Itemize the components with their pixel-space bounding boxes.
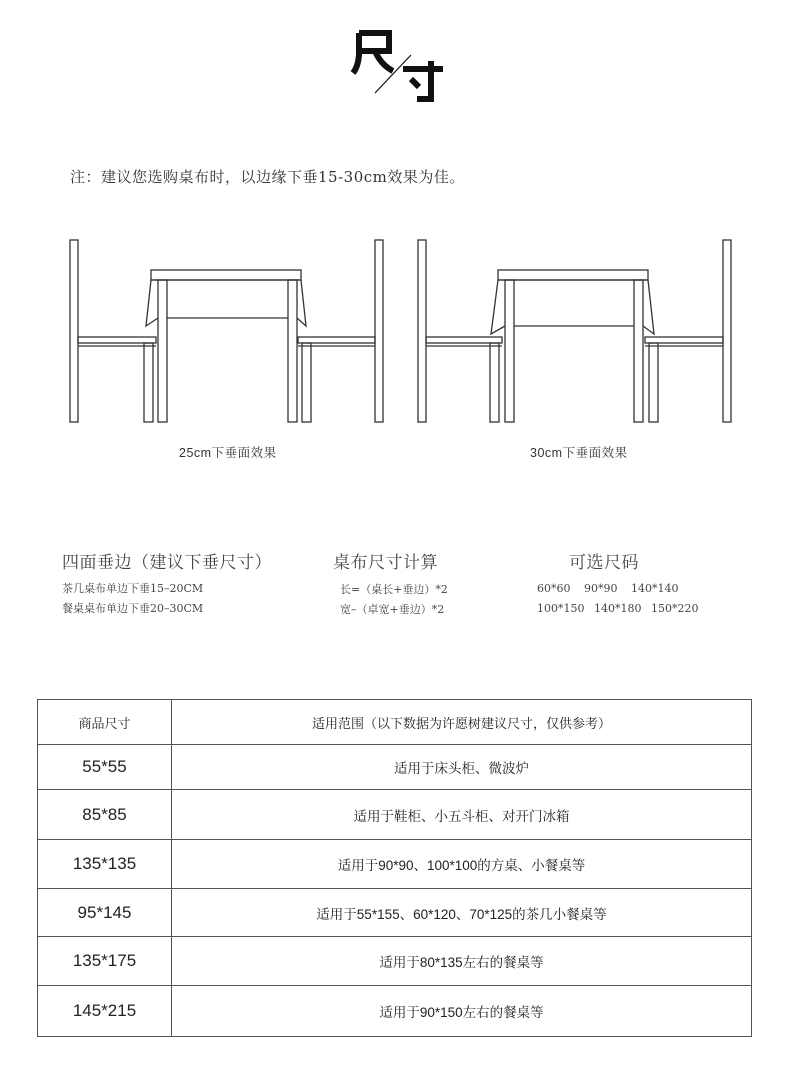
- row-size: 135*135: [38, 840, 172, 889]
- table-row: [38, 745, 752, 790]
- row-description: 适用于鞋柜、小五斗柜、对开门冰箱: [172, 790, 752, 840]
- table-header-row: [38, 700, 752, 745]
- table-row: [38, 889, 752, 937]
- row-description: 适用于90*90、100*100的方桌、小餐桌等: [172, 840, 752, 889]
- available-sizes-line-2: 100*150 140*180 150*220: [537, 602, 699, 615]
- drape-recommendation-heading: 四面垂边（建议下垂尺寸）: [62, 553, 272, 572]
- table-row: [38, 937, 752, 986]
- table-row: [38, 840, 752, 889]
- size-calculation-heading: 桌布尺寸计算: [333, 553, 438, 572]
- diagram-caption-25cm: 25cm下垂面效果: [179, 446, 277, 460]
- row-size: 85*85: [38, 790, 172, 840]
- row-size: 95*145: [38, 889, 172, 937]
- row-description: 适用于55*155、60*120、70*125的茶几小餐桌等: [172, 889, 752, 937]
- available-sizes-line-1: 60*60 90*90 140*140: [537, 582, 679, 595]
- note-text: 注：建议您选购桌布时，以边缘下垂15-30cm效果为佳。: [70, 168, 465, 186]
- size-table: [37, 699, 752, 1037]
- available-sizes-heading: 可选尺码: [569, 553, 639, 572]
- diagram-caption-30cm: 30cm下垂面效果: [530, 446, 628, 460]
- tablecloth-drape-diagram: [60, 230, 760, 430]
- table-row: [38, 790, 752, 840]
- drape-coffee-table-line: 茶几桌布单边下垂15–20CM: [62, 582, 204, 595]
- row-description: 适用于床头柜、微波炉: [172, 745, 752, 790]
- length-formula: 长=（桌长+垂边）*2: [340, 583, 448, 596]
- table-row: [38, 986, 752, 1037]
- header-product-size: 商品尺寸: [38, 700, 172, 745]
- row-size: 55*55: [38, 745, 172, 790]
- width-formula: 宽–（卓宽+垂边）*2: [340, 603, 445, 616]
- row-description: 适用于80*135左右的餐桌等: [172, 937, 752, 986]
- row-size: 135*175: [38, 937, 172, 986]
- row-description: 适用于90*150左右的餐桌等: [172, 986, 752, 1037]
- size-title-logo: [345, 25, 455, 105]
- header-applicable-range: 适用范围（以下数据为许愿树建议尺寸，仅供参考）: [172, 700, 752, 745]
- row-size: 145*215: [38, 986, 172, 1037]
- drape-dining-table-line: 餐桌桌布单边下垂20–30CM: [62, 602, 204, 615]
